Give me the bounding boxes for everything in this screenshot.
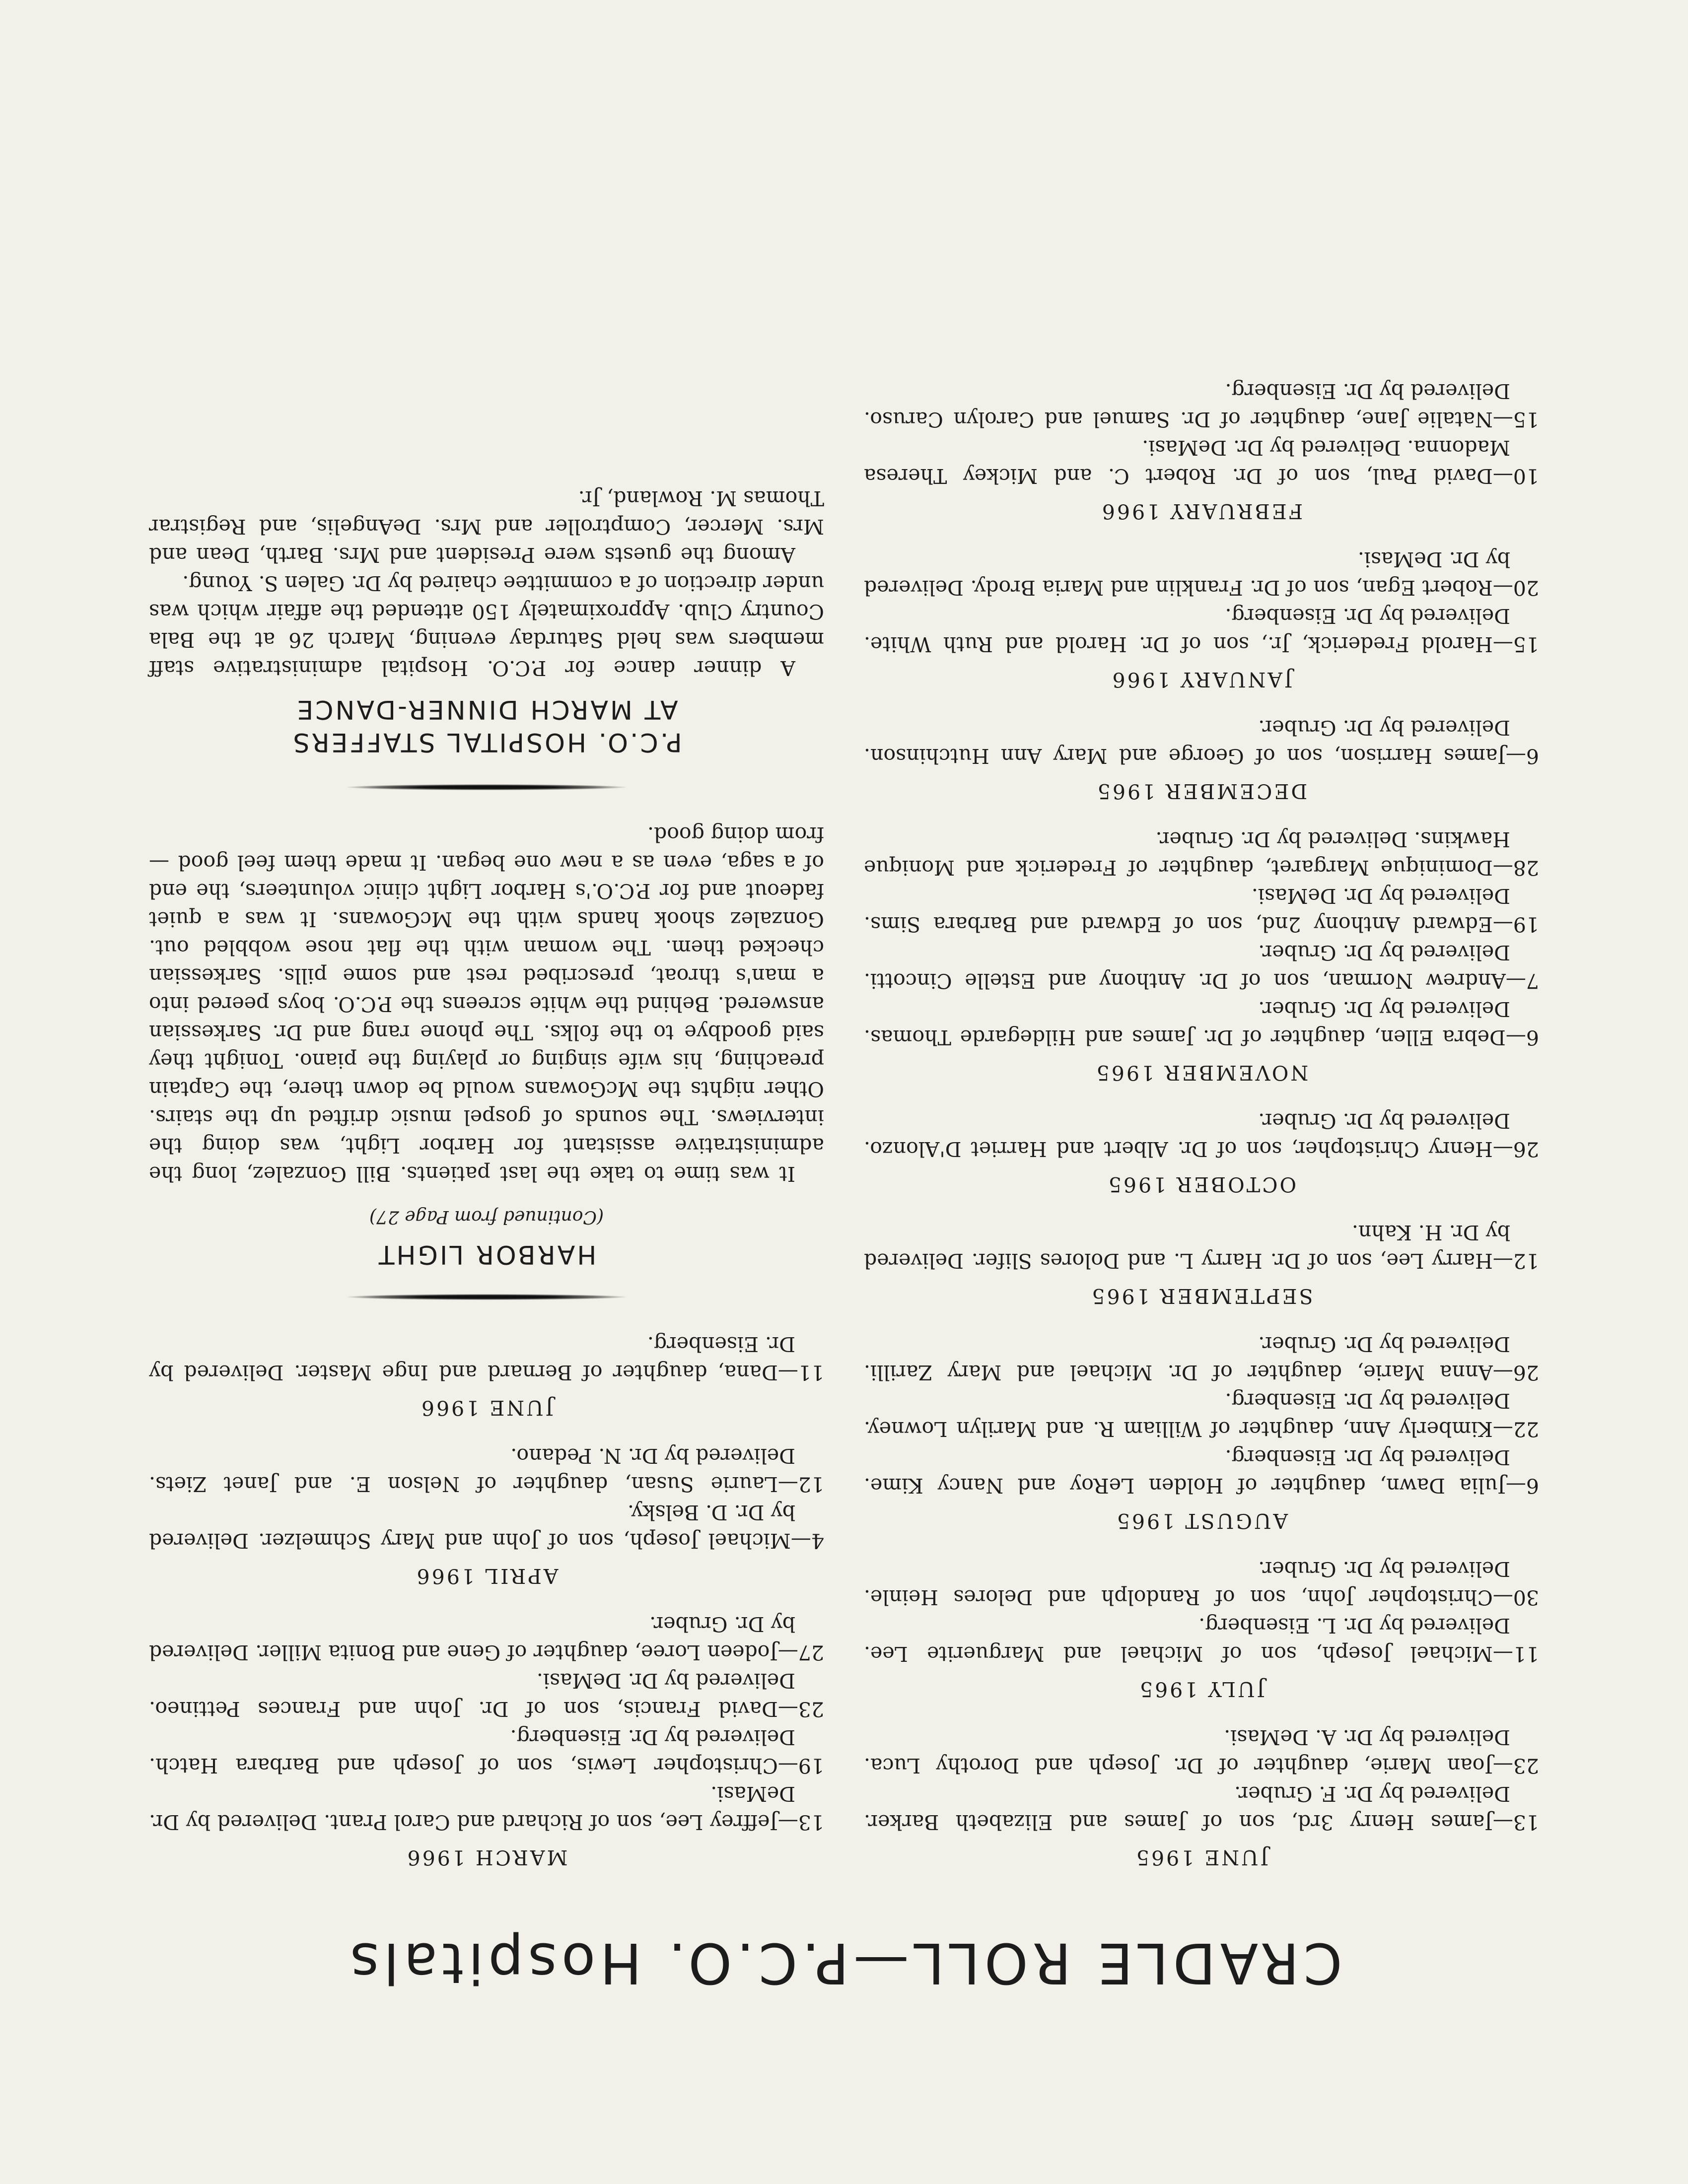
month-heading: DECEMBER 1965 [1095,779,1308,803]
month-heading: APRIL 1966 [415,1564,559,1588]
month-heading: JUNE 1966 [419,1396,554,1420]
birth-entry: 12—Harry Lee, son of Dr. Harry L. and Dolores Slifer. Delivered by Dr. H. Kahn. [864,1221,1539,1273]
birth-entry: 13—Jeffrey Lee, son of Richard and Carol Prant. Delivered by Dr. DeMasi. [149,1782,824,1834]
article-paragraph: It was time to take the last patients. Bill Gonzalez, long the administrative assistant for Harbor Light, was doing the interviews. The sounds of gospel music drifted up the stairs. Other nights the McGowans would be down there, the Captain preaching, his wife singing or playing the piano. Tonight they said goodbye to the folks. The phone rang and Dr. Sarkessian answered. Behind the white screens the P.C.O. boys peered into a man's throat, prescribed rest and some pills. Sarkessian checked them. The woman with the flat nose wobbled out. Gonzalez shook hands with the McGowans. It was a quiet fadeout and for P.C.O.'s Harbor Light clinic volunteers, the end of a saga, even as a new one began. It made them feel good —from doing good. [149,822,824,1186]
birth-entry: 15—Natalie Jane, daughter of Dr. Samuel and Carolyn Caruso. Delivered by Dr. Eisenberg. [864,379,1539,431]
birth-entry: 6—Julia Dawn, daughter of Holden LeRoy and Nancy Kime. Delivered by Dr. Eisenberg. [864,1445,1539,1498]
birth-entry: 13—James Henry 3rd, son of James and Elizabeth Barker. Delivered by Dr. F. Gruber. [864,1782,1539,1834]
page-title: CRADLE ROLL—P.C.O. Hospitals [346,1930,1342,1995]
pco-dinner-dance-article [149,484,824,758]
birth-entry: 11—Michael Joseph, son of Michael and Marguerite Lee. Delivered by Dr. L. Eisenberg. [864,1614,1539,1666]
birth-entry: 28—Dominique Margaret, daughter of Frederick and Monique Hawkins. Delivered by Dr. Gruber. [864,827,1539,880]
left-column [864,134,1539,1871]
article-title-line: AT MARCH DINNER-DANCE [295,694,678,724]
birth-entry: 20—Robert Egan, son of Dr. Franklin and Maria Brody. Delivered by Dr. DeMasi. [864,547,1539,600]
birth-entry: 7—Andrew Norman, son of Dr. Anthony and Estelle Cincotti. Delivered by Dr. Gruber. [864,941,1539,993]
article-title-line: P.C.O. HOSPITAL STAFFERS [291,727,682,757]
birth-entry: 11—Dana, daughter of Bernard and Inge Master. Delivered by Dr. Eisenberg. [149,1332,824,1384]
birth-entry: 19—Christopher Lewis, son of Joseph and Barbara Hatch. Delivered by Dr. Eisenberg. [149,1725,824,1777]
article-title [149,693,824,758]
birth-entry: 23—David Francis, son of Dr. John and Frances Pettineo. Delivered by Dr. DeMasi. [149,1669,824,1721]
birth-entry: 26—Henry Christopher, son of Dr. Albert and Harriet D'Alonzo. Delivered by Dr. Gruber. [864,1109,1539,1161]
birth-entry: 12—Laurie Susan, daughter of Nelson E. and Janet Ziets. Delivered by Dr. N. Pedano. [149,1444,824,1496]
harbor-light-article [149,820,824,1268]
birth-entry: 15—Harold Frederick, Jr., son of Dr. Harold and Ruth White. Delivered by Dr. Eisenberg. [864,604,1539,656]
birth-entry: 27—Jodeen Loree, daughter of Gene and Bonita Miller. Delivered by Dr. Gruber. [149,1612,824,1664]
birth-entry: 30—Christopher John, son of Randolph and Delores Heinle. Delivered by Dr. Gruber. [864,1557,1539,1609]
month-heading: JULY 1965 [1137,1677,1266,1701]
month-heading: AUGUST 1965 [1115,1509,1288,1533]
article-paragraph: A dinner dance for P.C.O. Hospital administrative staff members was held Saturday evening, March 26 at the Bala Country Club. Approximately 150 attended the affair which was under direction of a committee chaired by Dr. Galen S. Young. [149,571,824,680]
month-heading: JUNE 1965 [1134,1845,1269,1869]
divider-rule [348,784,626,790]
article-paragraph: Among the guests were President and Mrs. Barth, Dean and Mrs. Mercer, Comptroller and Mrs. DeAngelis, and Registrar Thomas M. Rowland, Jr. [149,486,824,567]
month-heading: MARCH 1966 [405,1845,568,1869]
month-heading: JANUARY 1966 [1110,668,1293,691]
birth-entry: 23—Joan Marie, daughter of Dr. Joseph and Dorothy Luca. Delivered by Dr. A. DeMasi. [864,1725,1539,1777]
birth-entry: 10—David Paul, son of Dr. Robert C. and Mickey Theresa Madonna. Delivered by Dr. DeMasi. [864,436,1539,488]
birth-entry: 19—Edward Anthony 2nd, son of Edward and Barbara Sims. Delivered by Dr. DeMasi. [864,884,1539,936]
right-column [149,134,824,1871]
birth-entry: 22—Kimberly Ann, daughter of William R. and Marilyn Lowney. Delivered by Dr. Eisenberg. [864,1389,1539,1441]
month-heading: FEBRUARY 1966 [1100,499,1303,523]
article-subtitle: (Continued from Page 27) [369,1207,604,1227]
cradle-roll-continued [149,1330,824,1871]
month-heading: NOVEMBER 1965 [1094,1061,1309,1085]
month-heading: OCTOBER 1965 [1106,1172,1297,1196]
birth-entry: 6—Debra Ellen, daughter of Dr. James and Hildegarde Thomas. Delivered by Dr. Gruber. [864,997,1539,1049]
birth-entry: 26—Anna Marie, daughter of Dr. Michael and Mary Zarilli. Delivered by Dr. Gruber. [864,1332,1539,1384]
month-heading: SEPTEMBER 1965 [1090,1284,1313,1308]
article-title: HARBOR LIGHT [376,1239,597,1269]
birth-entry: 6—James Harrison, son of George and Mary Ann Hutchinson. Delivered by Dr. Gruber. [864,716,1539,768]
birth-entry: 4—Michael Joseph, son of John and Mary Schmelzer. Delivered by Dr. D. Belsky. [149,1501,824,1553]
divider-rule [348,1294,626,1300]
